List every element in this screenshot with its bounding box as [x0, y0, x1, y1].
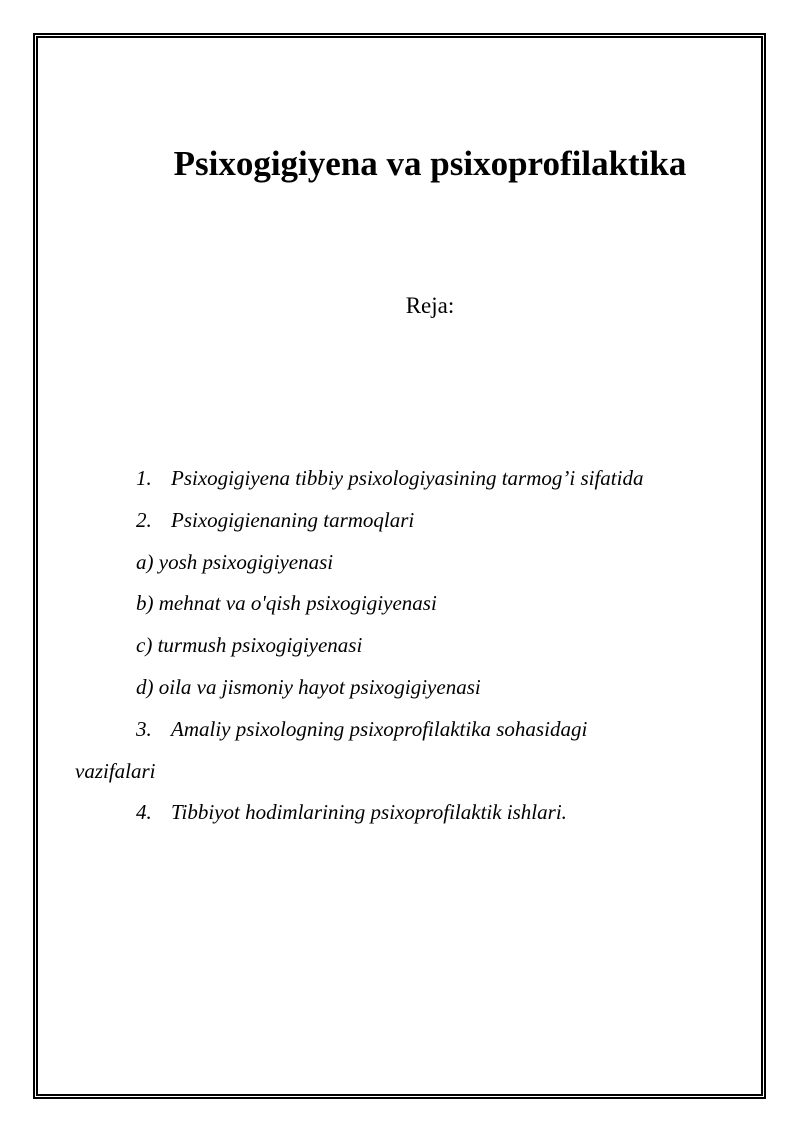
- plan-item-number: 2.: [136, 507, 152, 532]
- plan-item-2: [75, 500, 735, 542]
- plan-subitem-a: [75, 542, 735, 584]
- plan-subitem-b: [75, 583, 735, 625]
- plan-item-number: 3.: [136, 716, 152, 741]
- plan-item-3-continuation: [75, 751, 735, 793]
- plan-item-text: Tibbiyot hodimlarining psixoprofilaktik ishlari.: [171, 800, 567, 825]
- plan-item-1: [75, 458, 735, 500]
- plan-item-number: 4.: [136, 800, 152, 825]
- plan-item-text: vazifalari: [75, 758, 156, 783]
- plan-item-text: Psixogigiyena tibbiy psixologiyasining tarmog’i sifatida: [171, 466, 644, 490]
- plan-subitem-d: [75, 667, 735, 709]
- plan-item-text: Psixogigienaning tarmoqlari: [171, 507, 415, 532]
- plan-heading: Reja:: [405, 293, 455, 318]
- plan-item-text: d) oila va jismoniy hayot psixogigiyenasi: [136, 674, 481, 699]
- plan-item-number: 1.: [136, 466, 152, 490]
- plan-item-text: b) mehnat va o'qish psixogigiyenasi: [136, 591, 437, 616]
- plan-item-4: [75, 792, 735, 834]
- plan-list: [75, 458, 735, 834]
- plan-item-text: Amaliy psixologning psixoprofilaktika sohasidagi: [171, 716, 588, 741]
- document-title: Psixogigiyena va psixoprofilaktika: [173, 144, 687, 183]
- plan-subitem-c: [75, 625, 735, 667]
- plan-item-text: a) yosh psixogigiyenasi: [136, 549, 334, 574]
- plan-item-text: c) turmush psixogigiyenasi: [136, 633, 363, 658]
- plan-item-3: [75, 709, 735, 751]
